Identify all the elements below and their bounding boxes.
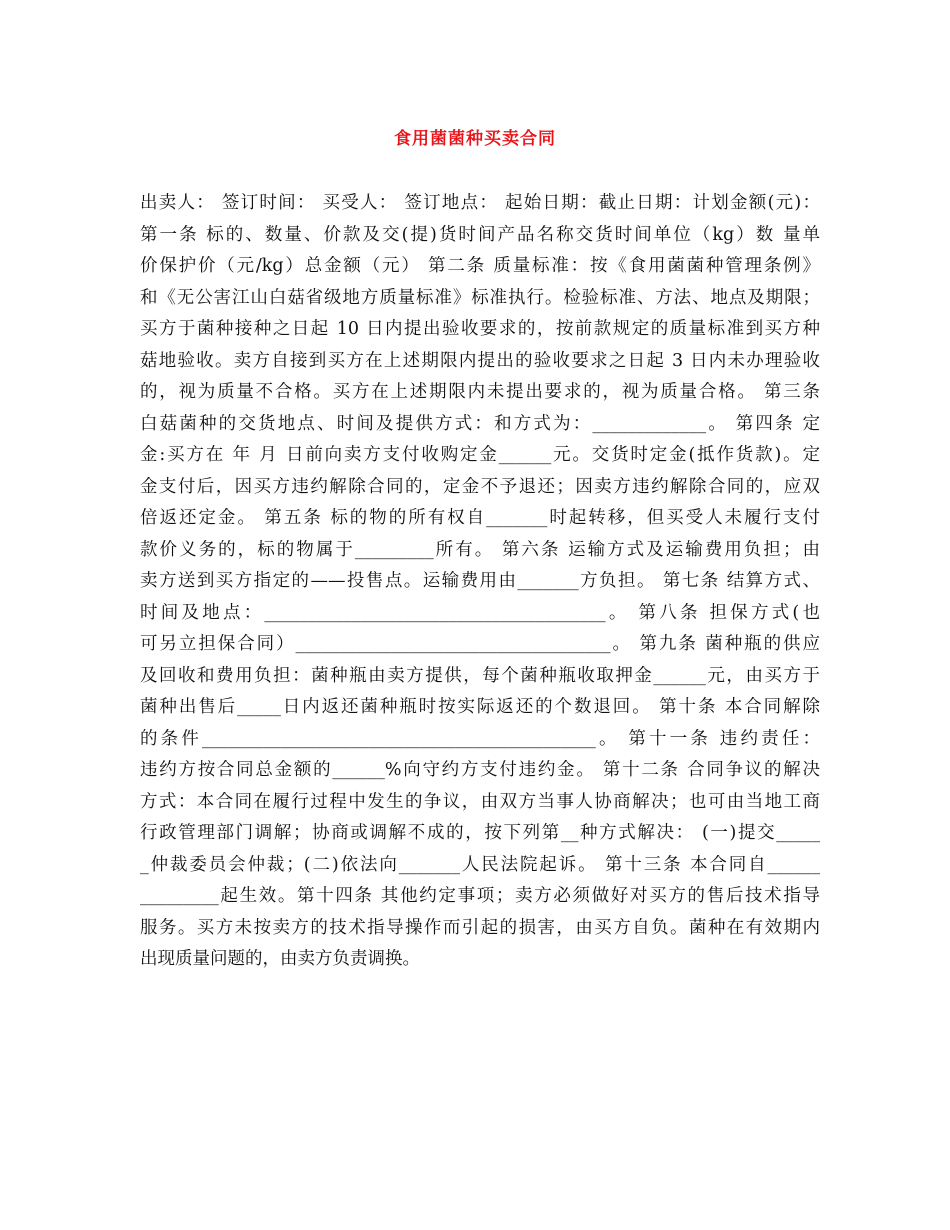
document-title: 食用菌菌种买卖合同 [394,129,556,149]
body-line: 出卖人： 签订时间： 买受人： 签订地点： 起始日期：截止日期：计划金额(元)： [140,193,820,213]
body-line: 及回收和费用负担：菌种瓶由卖方提供，每个菌种瓶收取押金______元，由买方于 [140,665,820,686]
body-line: 金:买方在 年 月 日前向卖方支付收购定金______元。交货时定金(抵作货款)。定 [140,445,820,465]
body-line: 款价义务的，标的物属于_________所有。 第六条 运输方式及运输费用负担；由 [140,539,820,560]
body-line: 第一条 标的、数量、价款及交(提)货时间产品名称交货时间单位（kg）数 量单 [140,224,820,245]
body-line: 时间及地点：_______________________________________。 第八条 担保方式(也 [140,602,820,623]
body-line: 违约方按合同总金额的______%向守约方支付违约金。 第十二条 合同争议的解决 [140,760,820,780]
body-line: 菇地验收。卖方自接到买方在上述期限内提出的验收要求之日起 3 日内未办理验收 [140,350,820,371]
body-line: 可另立担保合同）____________________________________。 第九条 菌种瓶的供应 [140,634,820,654]
body-line: 行政管理部门调解；协商或调解不成的，按下列第__种方式解决： (一)提交_____ [140,823,820,843]
body-line: 卖方送到买方指定的——投售点。运输费用由_______方负担。 第七条 结算方式、 [140,571,820,591]
body-line: 的，视为质量不合格。买方在上述期限内未提出要求的，视为质量合格。 第三条 [140,382,820,402]
body-line: 白菇菌种的交货地点、时间及提供方式：和方式为：_____________。 第四条 定 [140,413,820,434]
body-line: _________起生效。第十四条 其他约定事项；卖方必须做好对买方的售后技术指导 [140,886,820,906]
body-line: 的条件_____________________________________________。 第十一条 违约责任： [140,728,820,749]
body-line: 和《无公害江山白菇省级地方质量标准》标准执行。检验标准、方法、地点及期限； [140,287,820,308]
body-line: 倍返还定金。 第五条 标的物的所有权自_______时起转移，但买受人未履行支付 [140,508,820,528]
body-line: 服务。买方未按卖方的技术指导操作而引起的损害，由买方自负。菌种在有效期内 [140,917,820,938]
body-line: 菌种出售后_____日内返还菌种瓶时按实际返还的个数退回。 第十条 本合同解除 [140,697,820,717]
contract-body [140,188,820,976]
body-line: _仲裁委员会仲裁；(二)依法向_______人民法院起诉。 第十三条 本合同自______ [140,854,820,875]
body-line: 买方于菌种接种之日起 10 日内提出验收要求的，按前款规定的质量标准到买方种 [140,319,820,339]
body-line: 出现质量问题的，由卖方负责调换。 [140,949,420,969]
body-line: 方式：本合同在履行过程中发生的争议，由双方当事人协商解决；也可由当地工商 [140,791,820,812]
body-line: 价保护价（元/kg）总金额（元） 第二条 质量标准：按《食用菌菌种管理条例》 [140,256,820,276]
body-line: 金支付后，因买方违约解除合同的，定金不予退还；因卖方违约解除合同的，应双 [140,476,820,497]
